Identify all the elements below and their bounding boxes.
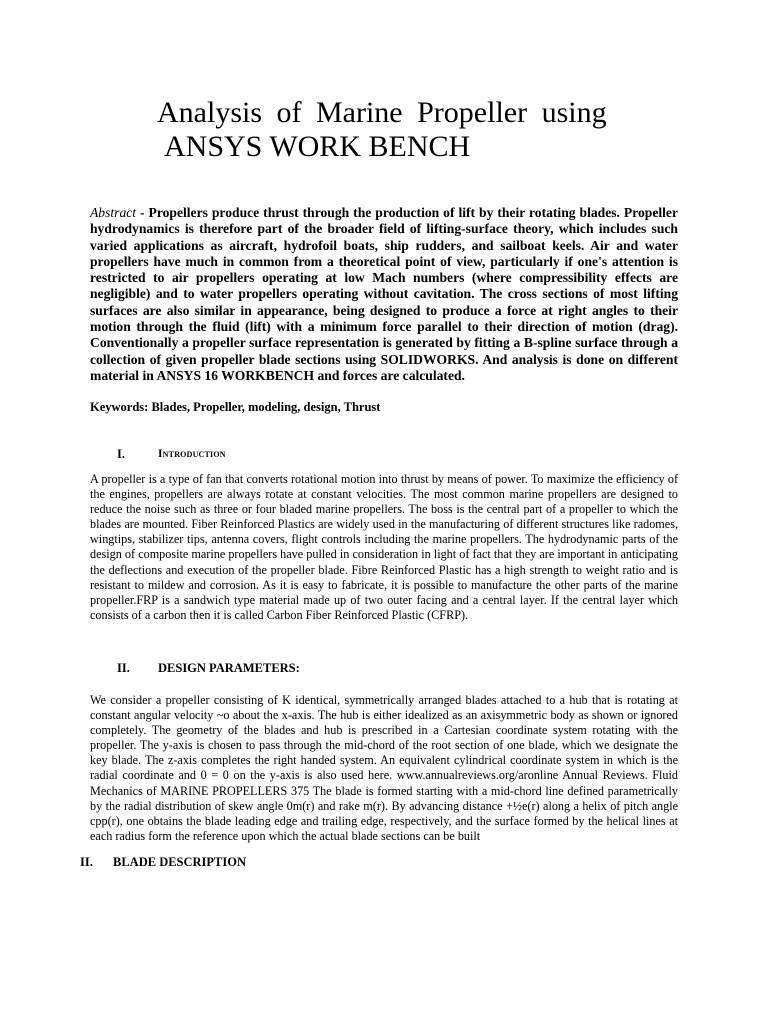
abstract-text: - Propellers produce thrust through the production of lift by their rotating blades. Propeller hydrodynamics is therefore part of the broader field of lifting-surface theory, which includes such varied applications as aircraft, hydrofoil boats, ship rudders, and sailboat keels. Air and water propellers have much in common from a theoretical point of view, particularly if one's attention is restricted to air propellers operating at low Mach numbers (where compressibility effects are negligible) and to water propellers operating without cavitation. The cross sections of most lifting surfaces are also similar in appearance, being designed to produce a force at right angles to their motion through the fluid (lift) with a minimum force parallel to their direction of motion (drag). Conventionally a propeller surface representation is generated by fitting a B-spline surface through a collection of given propeller blade sections using SOLIDWORKS. And analysis is done on different material in ANSYS 16 WORKBENCH and forces are calculated. bbox=[90, 205, 678, 383]
section-heading-design-parameters bbox=[117, 661, 300, 676]
section-title: Introduction bbox=[158, 448, 226, 460]
title-line-1: Analysis of Marine Propeller using bbox=[157, 96, 607, 129]
abstract bbox=[90, 205, 678, 384]
section-title: DESIGN PARAMETERS: bbox=[158, 661, 300, 675]
section-number: II. bbox=[117, 661, 130, 675]
title-line-2: ANSYS WORK BENCH bbox=[164, 130, 471, 163]
introduction-paragraph: A propeller is a type of fan that converts rotational motion into thrust by means of power. To maximize the efficiency of the engines, propellers are always rotate at constant velocities. The most common marine propellers are designed to reduce the noise such as three or four bladed marine propellers. The boss is the central part of a propeller to which the blades are mounted. Fiber Reinforced Plastics are widely used in the manufacturing of different structures like radomes, wingtips, stabilizer tips, antenna covers, flight controls including the marine propellers. The hydrodynamic parts of the design of composite marine propellers have pulled in consideration in light of fact that they are important in anticipating the deflections and execution of the propeller blade. Fibre Reinforced Plastic has a high strength to weight ratio and is resistant to mildew and corrosion. As it is easy to fabricate, it is possible to manufacture the other parts of the marine propeller.FRP is a sandwich type material made up of two outer facing and a central layer. If the central layer which consists of a carbon then it is called Carbon Fiber Reinforced Plastic (CFRP). bbox=[90, 472, 678, 622]
abstract-label: Abstract bbox=[90, 205, 137, 220]
design-parameters-paragraph: We consider a propeller consisting of K identical, symmetrically arranged blades attached to a hub that is rotating at constant angular velocity ~o about the x-axis. The hub is either idealized as an axisymmetric body as shown or ignored completely. The geometry of the blades and hub is prescribed in a Cartesian coordinate system rotating with the propeller. The y-axis is chosen to pass through the mid-chord of the root section of one blade, which we designate the key blade. The z-axis completes the right handed system. An equivalent cylindrical coordinate system in which is the radial coordinate and 0 = 0 on the y-axis is also used here. www.annualreviews.org/aronline Annual Reviews. Fluid Mechanics of MARINE PROPELLERS 375 The blade is formed starting with a mid-chord line defined parametrically by the radial distribution of skew angle 0m(r) and rake m(r). By advancing distance +½e(r) along a helix of pitch angle cpp(r), one obtains the blade leading edge and trailing edge, respectively, and the surface formed by the helical lines at each radius form the reference upon which the actual blade sections can be built bbox=[90, 693, 678, 843]
section-number: I. bbox=[117, 447, 125, 461]
paper-title bbox=[157, 96, 677, 164]
keywords: Keywords: Blades, Propeller, modeling, design, Thrust bbox=[90, 400, 381, 414]
section-heading-introduction bbox=[117, 447, 226, 462]
section-heading-blade-description bbox=[80, 855, 247, 870]
section-title: BLADE DESCRIPTION bbox=[113, 855, 247, 869]
section-number: II. bbox=[80, 855, 93, 869]
